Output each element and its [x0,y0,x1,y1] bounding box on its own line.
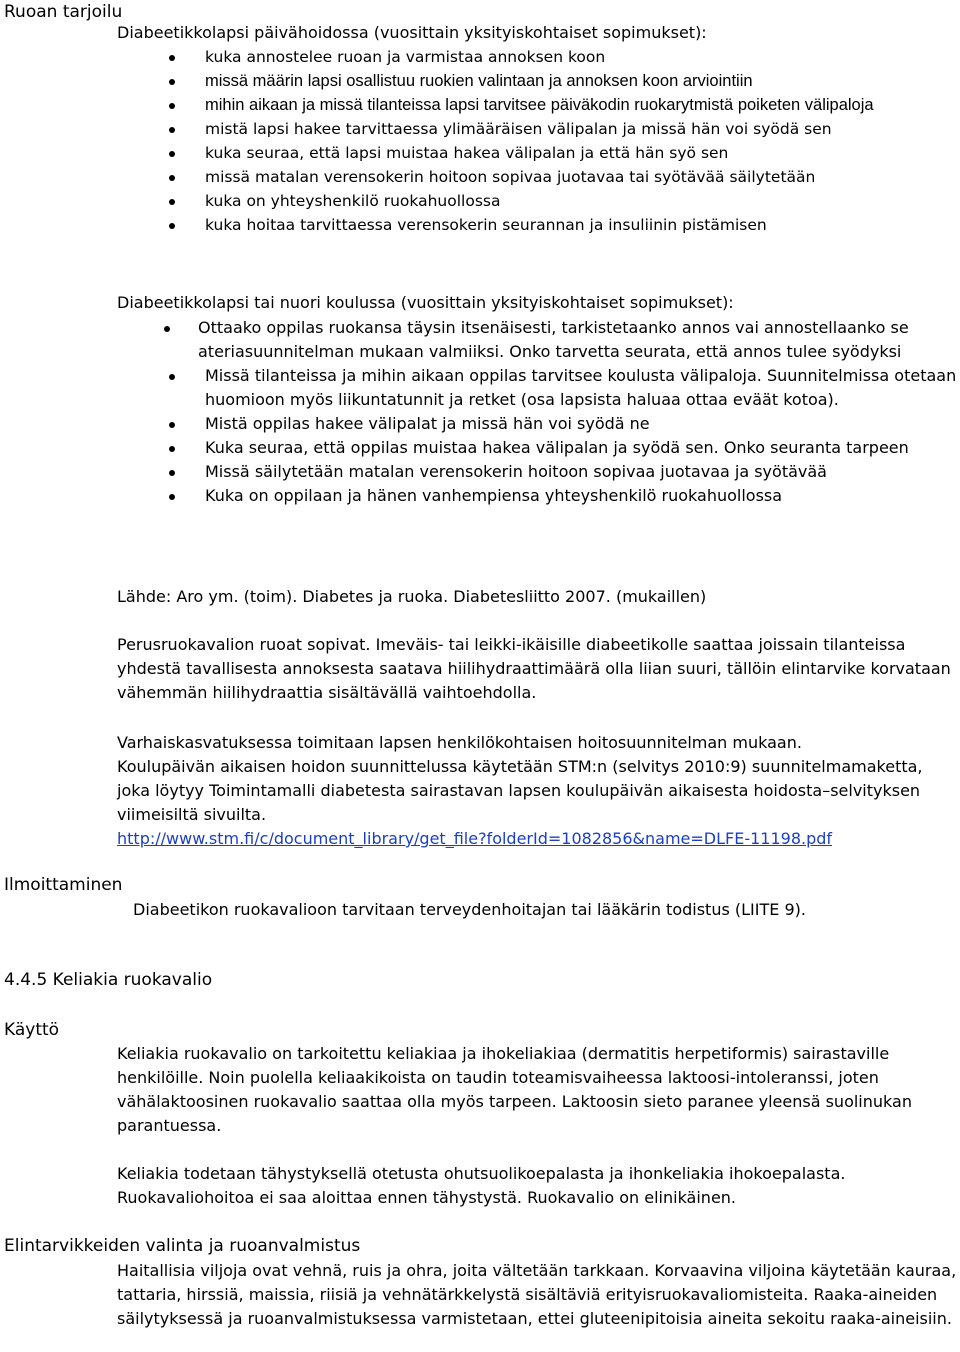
list-item: mistä lapsi hakee tarvittaessa ylimääräisen välipalan ja missä hän voi syödä sen [117,117,960,141]
list-item: missä määrin lapsi osallistuu ruokien valintaan ja annoksen koon arviointiin [117,69,960,93]
list-item: kuka on yhteyshenkilö ruokahuollossa [117,189,960,213]
list-item: Missä tilanteissa ja mihin aikaan oppilas tarvitsee koulusta välipaloja. Suunnitelmissa otetaan huomioon myös liikuntatunnit ja retket (osa lapsista haluaa ottaa eväät kotoa). [117,364,957,412]
list-item: Kuka on oppilaan ja hänen vanhempiensa yhteyshenkilö ruokahuollossa [117,484,957,508]
source-citation: Lähde: Aro ym. (toim). Diabetes ja ruoka. Diabetesliitto 2007. (mukaillen) [117,587,707,606]
paragraph-kaytto-2: Keliakia todetaan tähystyksellä otetusta ohutsuolikoepalasta ja ihonkeliakia ihokoepalasta. Ruokavaliohoitoa ei saa aloittaa ennen tähystystä. Ruokavalio on elinikäinen. [117,1164,846,1207]
list-item: Kuka seuraa, että oppilas muistaa hakea välipalan ja syödä sen. Onko seuranta tarpeen [117,436,957,460]
bullet-icon [169,374,175,380]
list-item: Mistä oppilas hakee välipalat ja missä hän voi syödä ne [117,412,957,436]
document-link[interactable]: http://www.stm.fi/c/document_library/get_file?folderId=1082856&name=DLFE-11198.pdf [117,829,833,848]
paragraph-elintarvikkeiden: Haitallisia viljoja ovat vehnä, ruis ja ohra, joita vältetään tarkkaan. Korvaavina viljoina käytetään kauraa, tattaria, hirssiä, maissia, riisiä ja vehnätärkkelystä sisältäviä erityisruokavaliomisteita. Raaka-aineiden säilytyksessä ja ruoanvalmistuksessa varmistetaan, ettei gluteenipitoisia aineita sekoitu raaka-aineisiin. [117,1261,957,1328]
bullet-icon [169,151,175,157]
bullet-icon [164,326,170,332]
bullet-icon [169,103,175,109]
daycare-list [117,45,960,237]
school-intro: Diabeetikkolapsi tai nuori koulussa (vuosittain yksityiskohtaiset sopimukset): [117,293,734,312]
bullet-icon [169,494,175,500]
section-heading-ruoan-tarjoilu: Ruoan tarjoilu [4,2,123,22]
bullet-icon [169,223,175,229]
bullet-icon [169,175,175,181]
list-item: Ottaako oppilas ruokansa täysin itsenäisesti, tarkistetaanko annos vai annostellaanko se ateriasuunnitelman mukaan valmiiksi. Onko tarvetta seurata, että annos tulee syödyksi [117,316,957,364]
bullet-icon [169,446,175,452]
list-item: Missä säilytetään matalan verensokerin hoitoon sopivaa juotavaa ja syötävää [117,460,957,484]
section-heading-kaytto: Käyttö [4,1020,60,1040]
daycare-intro: Diabeetikkolapsi päivähoidossa (vuosittain yksityiskohtaiset sopimukset): [117,23,707,42]
list-item: kuka hoitaa tarvittaessa verensokerin seurannan ja insuliinin pistämisen [117,213,960,237]
school-list [117,316,957,508]
paragraph-line: Varhaiskasvatuksessa toimitaan lapsen henkilökohtaisen hoitosuunnitelman mukaan. [117,733,802,752]
bullet-icon [169,127,175,133]
section-heading-elintarvikkeiden: Elintarvikkeiden valinta ja ruoanvalmistus [4,1236,361,1256]
section-heading-keliakia: 4.4.5 Keliakia ruokavalio [4,970,213,990]
section-heading-ilmoittaminen: Ilmoittaminen [4,875,123,895]
bullet-icon [169,79,175,85]
bullet-icon [169,199,175,205]
list-item: missä matalan verensokerin hoitoon sopivaa juotavaa tai syötävää säilytetään [117,165,960,189]
paragraph-line: Koulupäivän aikaisen hoidon suunnittelussa käytetään STM:n (selvitys 2010:9) suunnitelmamaketta, joka löytyy Toimintamalli diabetesta sairastavan lapsen koulupäivän aikaisesta hoidosta–selvityksen viimeisiltä sivuilta. [117,757,923,824]
paragraph-varhaiskasvatus [117,731,957,851]
bullet-icon [169,422,175,428]
paragraph-kaytto-1: Keliakia ruokavalio on tarkoitettu keliakiaa ja ihokeliakiaa (dermatitis herpetiformis) sairastaville henkilöille. Noin puolella keliaakikoista on taudin toteamisvaiheessa laktoosi-intoleranssi, joten vähälaktoosinen ruokavalio saattaa olla myös tarpeen. Laktoosin sieto paranee yleensä suolinukan parantuessa. [117,1044,912,1135]
paragraph-perusruokavalion: Perusruokavalion ruoat sopivat. Imeväis- tai leikki-ikäisille diabeetikolle saattaa joissain tilanteissa yhdestä tavallisesta annoksesta saatava hiilihydraattimäärä olla liian suuri, tällöin elintarvike korvataan vähemmän hiilihydraattia sisältävällä vaihtoehdolla. [117,635,951,702]
paragraph-ilmoittaminen: Diabeetikon ruokavalioon tarvitaan terveydenhoitajan tai lääkärin todistus (LIITE 9). [133,900,806,919]
bullet-icon [169,55,175,61]
list-item: kuka annostelee ruoan ja varmistaa annoksen koon [117,45,960,69]
bullet-icon [169,470,175,476]
list-item: mihin aikaan ja missä tilanteissa lapsi tarvitsee päiväkodin ruokarytmistä poiketen välipaloja [117,93,960,117]
list-item: kuka seuraa, että lapsi muistaa hakea välipalan ja että hän syö sen [117,141,960,165]
